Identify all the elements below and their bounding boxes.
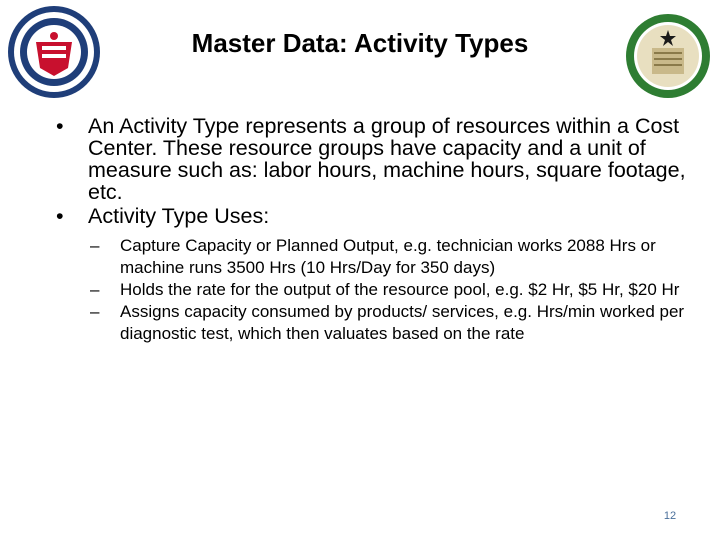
financial-management-seal-logo	[624, 12, 712, 100]
sub-bullet-text: Holds the rate for the output of the resource pool, e.g. $2 Hr, $5 Hr, $20 Hr	[120, 280, 680, 299]
sub-bullet-list	[56, 235, 696, 345]
sub-bullet-text: Assigns capacity consumed by products/ services, e.g. Hrs/min worked per diagnostic test, which then valuates based on the rate	[120, 302, 685, 343]
sub-bullet-text: Capture Capacity or Planned Output, e.g. technician works 2088 Hrs or machine runs 3500 Hrs (10 Hrs/Day for 350 days)	[120, 236, 656, 277]
bullet-glyph: •	[56, 114, 64, 138]
sub-bullet-holds-rate	[56, 279, 696, 301]
sub-bullet-capture-capacity	[56, 235, 696, 279]
bullet-glyph: •	[56, 204, 64, 228]
slide-title: Master Data: Activity Types	[191, 28, 529, 58]
bullet-activity-type-definition	[56, 115, 696, 203]
dash-glyph: –	[90, 280, 100, 299]
bullet-text: Activity Type Uses:	[88, 204, 270, 228]
sub-bullet-assigns-capacity	[56, 301, 696, 345]
dash-glyph: –	[90, 236, 100, 255]
bullet-text: An Activity Type represents a group of resources within a Cost Center. These resource groups have capacity and a unit of measure such as: labor hours, machine hours, square footage, etc.	[88, 114, 686, 204]
bullet-activity-type-uses	[56, 205, 696, 227]
dash-glyph: –	[90, 302, 100, 321]
page-number: 12	[663, 510, 677, 522]
slide-body	[56, 115, 696, 345]
